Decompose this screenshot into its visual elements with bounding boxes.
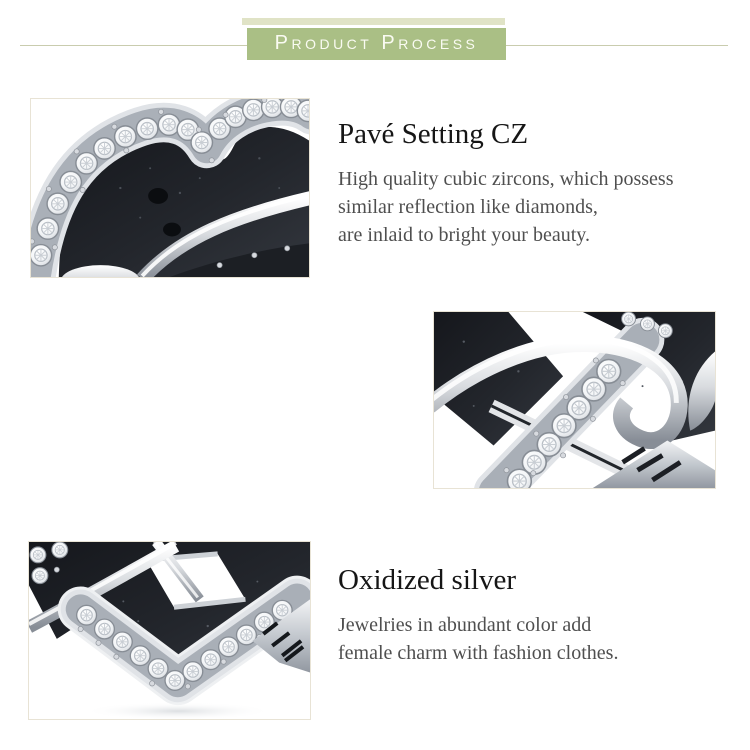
body-line: Jewelries in abundant color add — [338, 614, 592, 637]
header-accent-bar — [242, 18, 505, 25]
section-heading-oxidized: Oxidized silver — [338, 564, 516, 596]
product-photo-oxidized-bottom — [28, 541, 311, 720]
page-title: Product Process — [274, 32, 479, 54]
product-photo-loop-middle — [433, 311, 716, 489]
body-line: similar reflection like diamonds, — [338, 196, 598, 219]
section-body-pave — [338, 165, 738, 249]
body-line: are inlaid to bright your beauty. — [338, 224, 590, 247]
body-line: female charm with fashion clothes. — [338, 642, 619, 665]
section-body-oxidized — [338, 611, 738, 667]
section-heading-pave: Pavé Setting CZ — [338, 118, 529, 150]
section-oxidized — [338, 564, 738, 667]
body-line: High quality cubic zircons, which possess — [338, 168, 674, 191]
header-title-box — [247, 28, 506, 60]
section-pave — [338, 118, 738, 249]
product-photo-pave-top — [30, 98, 310, 278]
